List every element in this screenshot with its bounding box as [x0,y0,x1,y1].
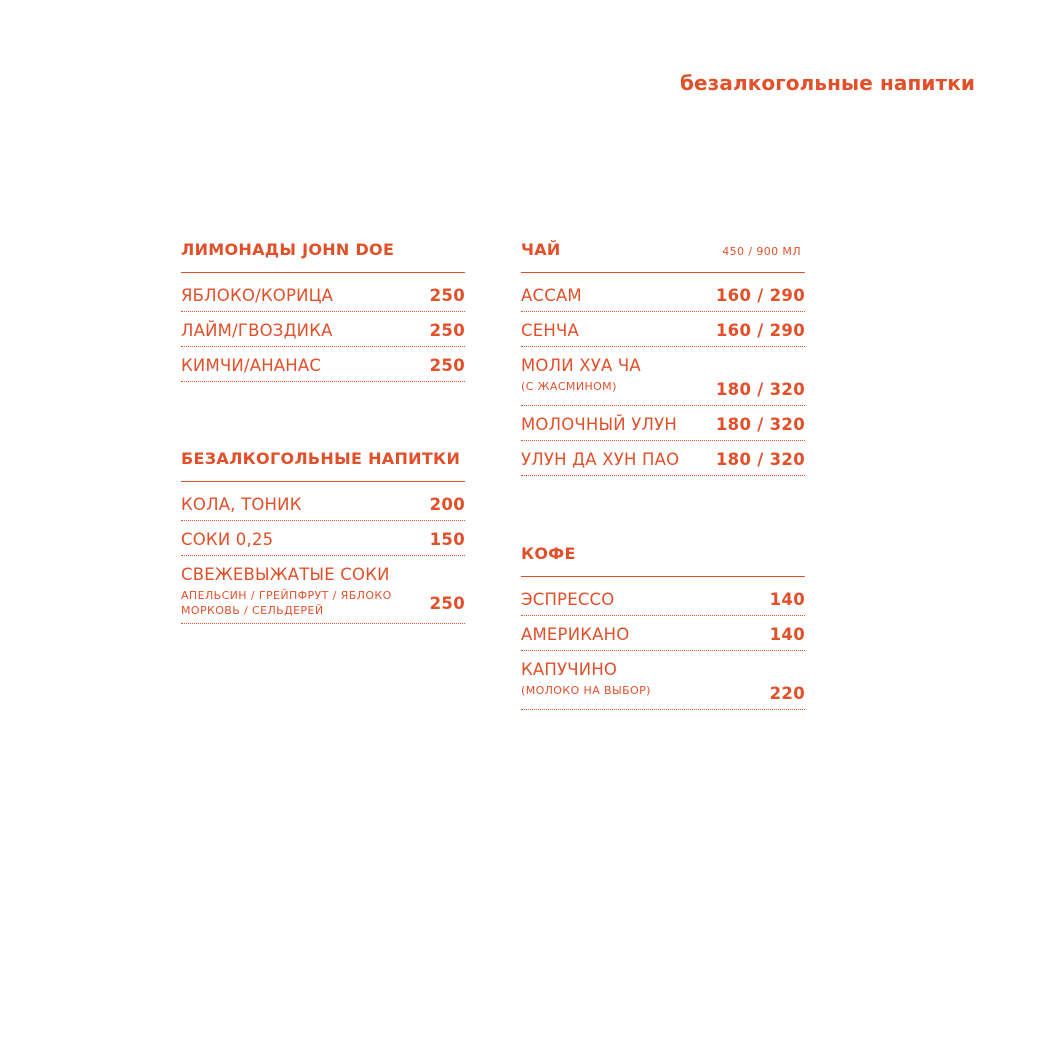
menu-item [521,406,805,441]
item-name: СВЕЖЕВЫЖАТЫЕ СОКИ [181,565,390,584]
menu-item [181,347,465,382]
item-price: 200 [429,495,465,514]
menu-item [521,441,805,476]
item-name: УЛУН ДА ХУН ПАО [521,450,680,469]
item-name: КИМЧИ/АНАНАС [181,356,322,375]
item-name: СЕНЧА [521,321,579,340]
item-price: 250 [429,286,465,305]
item-price: 150 [429,530,465,549]
menu-item [521,277,805,312]
item-description: МОРКОВЬ / СЕЛЬДЕРЕЙ [181,604,324,617]
item-name: ЛАЙМ/ГВОЗДИКА [181,321,333,340]
item-price: 180 / 320 [715,415,805,434]
item-price: 250 [429,594,465,613]
lemonades-header [181,240,465,273]
menu-item [521,581,805,616]
coffee-section [521,544,805,710]
item-price: 250 [429,356,465,375]
item-price: 180 / 320 [715,450,805,469]
item-price: 160 / 290 [715,321,805,340]
item-price: 140 [769,625,805,644]
tea-header [521,240,805,273]
volume-note: 450 / 900 МЛ [722,245,801,258]
menu-item [181,312,465,347]
item-price: 250 [429,321,465,340]
soft-drinks-header [181,449,465,482]
item-name: МОЛОЧНЫЙ УЛУН [521,415,678,434]
item-description: (МОЛОКО НА ВЫБОР) [521,684,651,697]
menu-item [181,277,465,312]
item-name: СОКИ 0,25 [181,530,274,549]
page-title: безалкогольные напитки [679,71,975,95]
menu-item [181,521,465,556]
menu-item [181,486,465,521]
item-description: (С ЖАСМИНОМ) [521,380,617,393]
item-name: КОЛА, ТОНИК [181,495,302,514]
item-name: ЯБЛОКО/КОРИЦА [181,286,334,305]
item-price: 220 [769,684,805,703]
menu-item [521,651,805,710]
item-name: АМЕРИКАНО [521,625,630,644]
item-name: КАПУЧИНО [521,660,618,679]
menu-item [521,312,805,347]
lemonades-section [181,240,465,382]
soft-drinks-section [181,449,465,624]
item-name: МОЛИ ХУА ЧА [521,356,641,375]
item-name: АССАМ [521,286,582,305]
tea-section [521,240,805,476]
section-title: ЛИМОНАДЫ JOHN DOE [181,240,395,259]
item-price: 140 [769,590,805,609]
menu-item [521,347,805,406]
section-title: КОФЕ [521,544,576,563]
menu-item [521,616,805,651]
item-price: 180 / 320 [715,380,805,399]
section-title: БЕЗАЛКОГОЛЬНЫЕ НАПИТКИ [181,449,461,468]
item-description: АПЕЛЬСИН / ГРЕЙПФРУТ / ЯБЛОКО [181,589,392,602]
menu-item [181,556,465,624]
item-name: ЭСПРЕССО [521,590,615,609]
coffee-header [521,544,805,577]
section-title: ЧАЙ [521,240,561,259]
item-price: 160 / 290 [715,286,805,305]
